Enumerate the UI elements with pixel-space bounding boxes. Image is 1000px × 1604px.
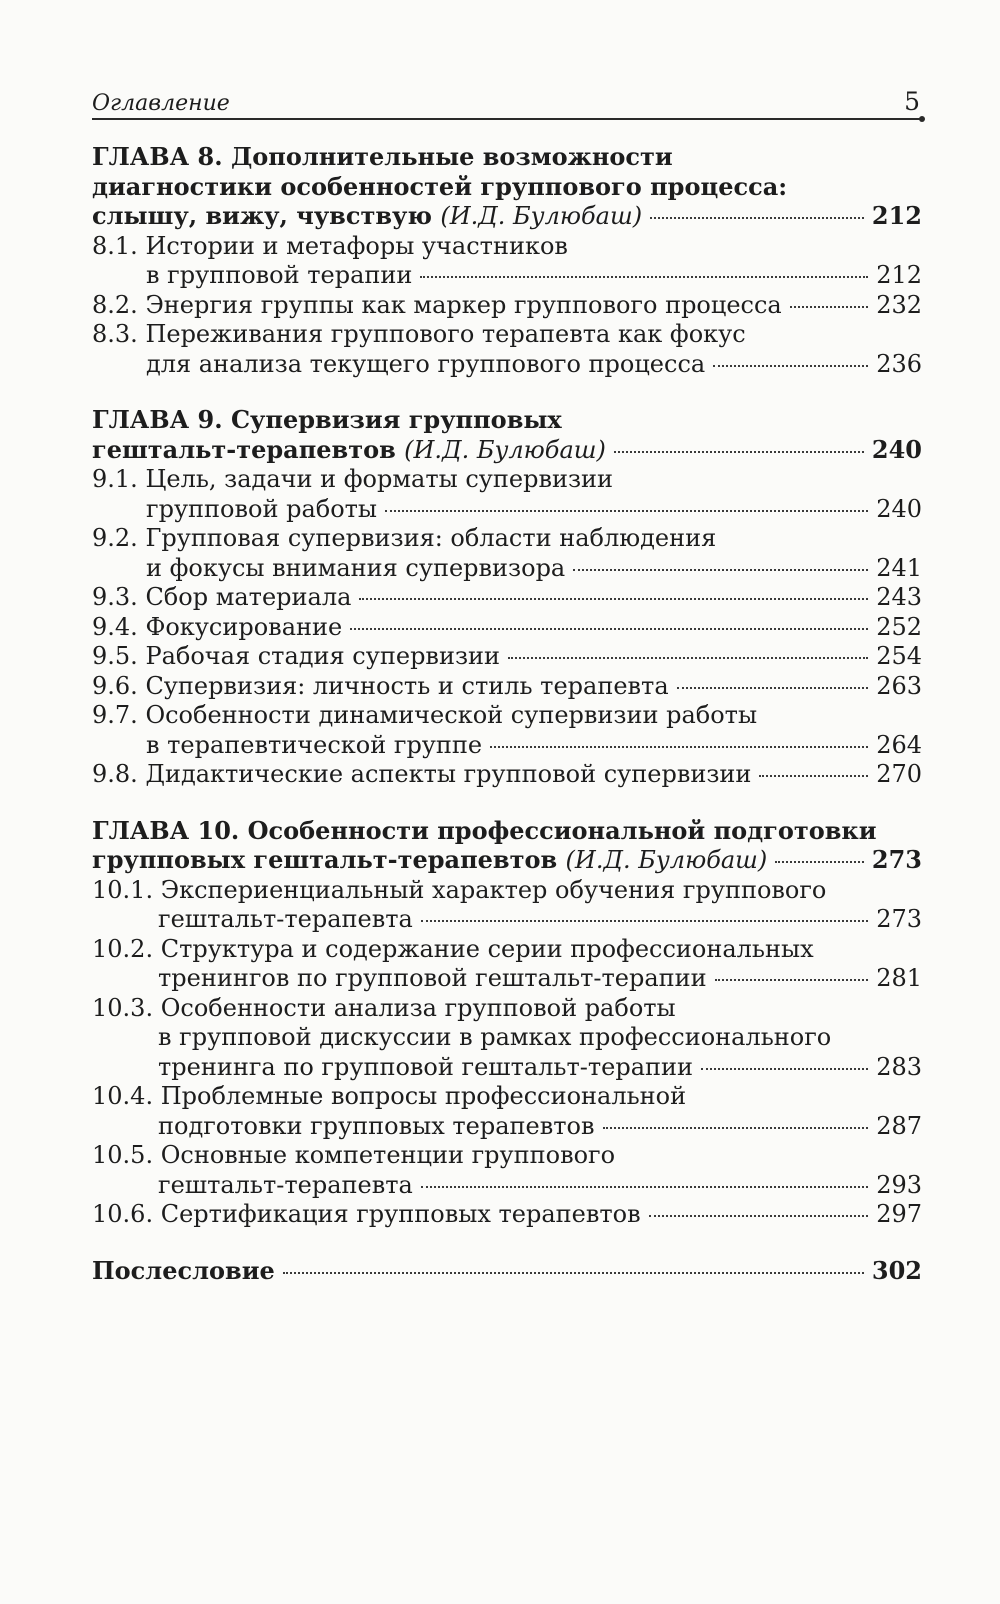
chapter-title: ГЛАВА 10. Особенности профессиональной подготовки [92, 815, 877, 845]
entry-text [158, 1112, 595, 1142]
section-title: Сертификация групповых терапевтов [160, 1200, 641, 1228]
section-title: для анализа текущего группового процесса [146, 349, 706, 378]
toc-entry[interactable] [92, 465, 922, 524]
toc-entry-line [92, 760, 922, 790]
page-ref: 254 [876, 642, 922, 670]
toc-entry-line [92, 701, 922, 731]
page-ref: 240 [876, 494, 922, 523]
toc-entry[interactable] [92, 320, 922, 379]
toc-entry-line [92, 1023, 922, 1053]
entry-text [92, 1141, 615, 1171]
page-ref: 281 [876, 964, 922, 992]
entry-text [158, 1171, 413, 1201]
toc-entry-line [92, 672, 922, 702]
toc-entry-line [92, 465, 922, 495]
section-number: 8.3. [92, 320, 138, 348]
toc-entry-line [92, 964, 922, 994]
entry-text [92, 1200, 641, 1230]
section-number: 8.1. [92, 231, 138, 260]
section-title: Групповая супервизия: области наблюдения [145, 524, 717, 552]
dot-leader [713, 365, 868, 367]
entry-text [92, 320, 746, 350]
entry-text [92, 642, 500, 672]
chapter-author: (И.Д. Булюбаш) [440, 202, 643, 230]
chapter-title-line[interactable] [92, 172, 922, 202]
section-title: гештальт-терапевта [158, 905, 413, 933]
section-number: 8.2. [92, 290, 138, 319]
toc-entry[interactable] [92, 672, 922, 702]
chapter-title-line[interactable] [92, 816, 922, 846]
section-number: 9.2. [92, 524, 138, 552]
chapter-title: слышу, вижу, чувствую (И.Д. Булюбаш) [92, 201, 643, 230]
dot-leader [614, 451, 864, 453]
page-ref: 212 [876, 261, 922, 289]
section-title: Проблемные вопросы профессиональной [160, 1082, 687, 1110]
section-title: Фокусирование [145, 612, 343, 641]
toc-entry-line [92, 1112, 922, 1142]
section-title: Супервизия: личность и стиль терапевта [145, 671, 669, 700]
toc-entry-line [92, 731, 922, 761]
dot-leader [775, 861, 864, 863]
chapter-title-line[interactable] [92, 142, 922, 172]
chapter-author: (И.Д. Булюбаш) [565, 846, 768, 874]
toc-entry-line [92, 583, 922, 613]
page-ref: 273 [871, 845, 922, 874]
toc-entry-line [92, 291, 922, 321]
section-number: 9.5. [92, 642, 138, 670]
page-ref: 212 [871, 201, 922, 230]
toc-entry[interactable] [92, 291, 922, 321]
section-title: подготовки групповых терапевтов [158, 1111, 595, 1140]
page-ref: 287 [876, 1111, 922, 1140]
toc-page [92, 84, 922, 1285]
page-ref: 270 [876, 760, 922, 788]
section-title: Сбор материала [145, 583, 352, 611]
toc-entry-line [92, 232, 922, 262]
afterword-title: Послесловие [92, 1255, 275, 1285]
section-title: Дидактические аспекты групповой супервизии [145, 760, 752, 788]
dot-leader [759, 775, 868, 777]
toc-entry-line [92, 1171, 922, 1201]
toc-entry-line [92, 642, 922, 672]
toc-entry-line [92, 613, 922, 643]
section-title: Переживания группового терапевта как фокус [145, 320, 746, 348]
toc-entry-line [92, 320, 922, 350]
section-title: Рабочая стадия супервизии [145, 642, 501, 670]
section-title: в терапевтической группе [146, 730, 483, 759]
dot-leader [573, 569, 868, 571]
toc-entry-line [92, 495, 922, 525]
entry-text [158, 1023, 831, 1053]
page-ref: 236 [876, 349, 922, 378]
chapter-title-line[interactable] [92, 845, 922, 876]
toc-entry[interactable] [92, 701, 922, 760]
toc-entry[interactable] [92, 232, 922, 291]
section-title: в групповой терапии [146, 261, 413, 289]
page-ref: 240 [871, 434, 922, 464]
entry-text [92, 701, 757, 731]
page-ref: 243 [876, 583, 922, 611]
chapter-block [92, 142, 922, 379]
chapter-title-line[interactable] [92, 435, 922, 466]
section-title: Структура и содержание серии профессиональных [160, 934, 814, 963]
chapter-block [92, 816, 922, 1230]
chapter-title: ГЛАВА 8. Дополнительные возможности [92, 142, 673, 171]
dot-leader [701, 1068, 868, 1070]
entry-text [92, 994, 676, 1024]
toc-entry[interactable] [92, 1141, 922, 1200]
dot-leader [420, 276, 868, 278]
dot-leader [649, 1215, 869, 1217]
dot-leader [421, 920, 868, 922]
section-number: 9.1. [92, 465, 138, 493]
entry-text [92, 291, 782, 321]
entry-text [92, 1082, 686, 1112]
toc-entry-line [92, 994, 922, 1024]
page-ref: 293 [876, 1170, 922, 1199]
afterword-entry[interactable] [92, 1256, 922, 1286]
dot-leader [359, 598, 868, 600]
section-title: групповой работы [146, 494, 378, 523]
toc-entry-line [92, 1053, 922, 1083]
section-title: тренингов по групповой гештальт-терапии [158, 964, 707, 992]
page-ref: 232 [876, 290, 922, 319]
chapter-title: гештальт-терапевтов (И.Д. Булюбаш) [92, 434, 606, 464]
page-ref: 241 [876, 553, 922, 582]
section-number: 10.2. [92, 934, 154, 963]
toc-entry-line [92, 1141, 922, 1171]
toc-entry[interactable] [92, 1200, 922, 1230]
entry-text [158, 1053, 693, 1083]
section-title: Экспериенциальный характер обучения группового [160, 875, 827, 904]
dot-leader [650, 217, 864, 219]
dot-leader [490, 746, 868, 748]
chapter-title: ГЛАВА 9. Супервизия групповых [92, 405, 562, 434]
chapter-title: групповых гештальт-терапевтов (И.Д. Булюбаш) [92, 845, 768, 874]
section-number: 9.4. [92, 612, 138, 641]
chapter-block [92, 405, 922, 790]
toc-entry[interactable] [92, 1082, 922, 1141]
section-title: Особенности динамической супервизии работы [145, 701, 758, 729]
chapter-title-line[interactable] [92, 405, 922, 435]
entry-text [146, 350, 705, 380]
section-title: тренинга по групповой гештальт-терапии [158, 1052, 694, 1081]
page-ref: 252 [876, 612, 922, 641]
running-head [92, 84, 922, 116]
page-ref: 297 [876, 1200, 922, 1228]
section-title: Цель, задачи и форматы супервизии [145, 465, 614, 493]
page-ref: 283 [876, 1052, 922, 1081]
section-title: Истории и метафоры участников [145, 231, 568, 260]
entry-text [92, 583, 351, 613]
dot-leader [603, 1127, 869, 1129]
toc-entry[interactable] [92, 994, 922, 1083]
section-number: 10.1. [92, 875, 154, 904]
section-number: 10.4. [92, 1082, 154, 1110]
entry-text [92, 465, 613, 495]
chapter-author: (И.Д. Булюбаш) [404, 435, 606, 464]
section-number: 9.8. [92, 760, 138, 788]
page-ref: 263 [876, 671, 922, 700]
running-head-title: Оглавление [92, 91, 230, 116]
toc-entry[interactable] [92, 760, 922, 790]
toc-entry-line [92, 935, 922, 965]
entry-text [92, 613, 342, 643]
toc-entry[interactable] [92, 583, 922, 613]
toc-entry-line [92, 905, 922, 935]
dot-leader [421, 1186, 868, 1188]
section-number: 9.6. [92, 671, 138, 700]
entry-text [146, 261, 412, 291]
toc-entry-line [92, 1082, 922, 1112]
dot-leader [677, 687, 869, 689]
header-rule [92, 118, 922, 120]
toc-entry[interactable] [92, 935, 922, 994]
toc-entry-line [92, 1200, 922, 1230]
dot-leader [715, 979, 869, 981]
entry-text [92, 876, 826, 906]
page-ref: 302 [871, 1255, 922, 1285]
section-title: Особенности анализа групповой работы [160, 993, 676, 1022]
section-title: Основные компетенции группового [160, 1141, 616, 1169]
section-title: и фокусы внимания супервизора [146, 553, 566, 582]
entry-text [92, 524, 716, 554]
entry-text [146, 554, 565, 584]
table-of-contents [92, 142, 922, 1285]
section-number: 9.7. [92, 701, 138, 729]
section-title: гештальт-терапевта [158, 1170, 413, 1199]
toc-entry[interactable] [92, 876, 922, 935]
entry-text [146, 731, 482, 761]
entry-text [146, 495, 377, 525]
entry-text [158, 905, 413, 935]
dot-leader [385, 510, 868, 512]
section-number: 10.5. [92, 1141, 154, 1169]
dot-leader [508, 657, 868, 659]
entry-text [92, 760, 751, 790]
dot-leader [350, 628, 868, 630]
section-number: 10.6. [92, 1200, 154, 1228]
chapter-title: диагностики особенностей группового процесса: [92, 171, 788, 201]
section-number: 9.3. [92, 583, 138, 611]
toc-entry[interactable] [92, 613, 922, 643]
chapter-title-line[interactable] [92, 201, 922, 232]
entry-text [92, 935, 814, 965]
entry-text [92, 672, 669, 702]
toc-entry-line [92, 524, 922, 554]
dot-leader [790, 306, 868, 308]
section-title: в групповой дискуссии в рамках профессионального [158, 1023, 832, 1051]
toc-entry-line [92, 350, 922, 380]
page-ref: 264 [876, 730, 922, 759]
toc-entry[interactable] [92, 524, 922, 583]
section-title: Энергия группы как маркер группового процесса [145, 290, 782, 319]
toc-entry-line [92, 261, 922, 291]
page-ref: 273 [876, 905, 922, 933]
toc-entry-line [92, 554, 922, 584]
toc-entry-line [92, 876, 922, 906]
toc-entry[interactable] [92, 642, 922, 672]
entry-text [92, 232, 568, 262]
page-number: 5 [904, 87, 920, 116]
dot-leader [283, 1272, 864, 1274]
entry-text [158, 964, 707, 994]
section-number: 10.3. [92, 993, 154, 1022]
